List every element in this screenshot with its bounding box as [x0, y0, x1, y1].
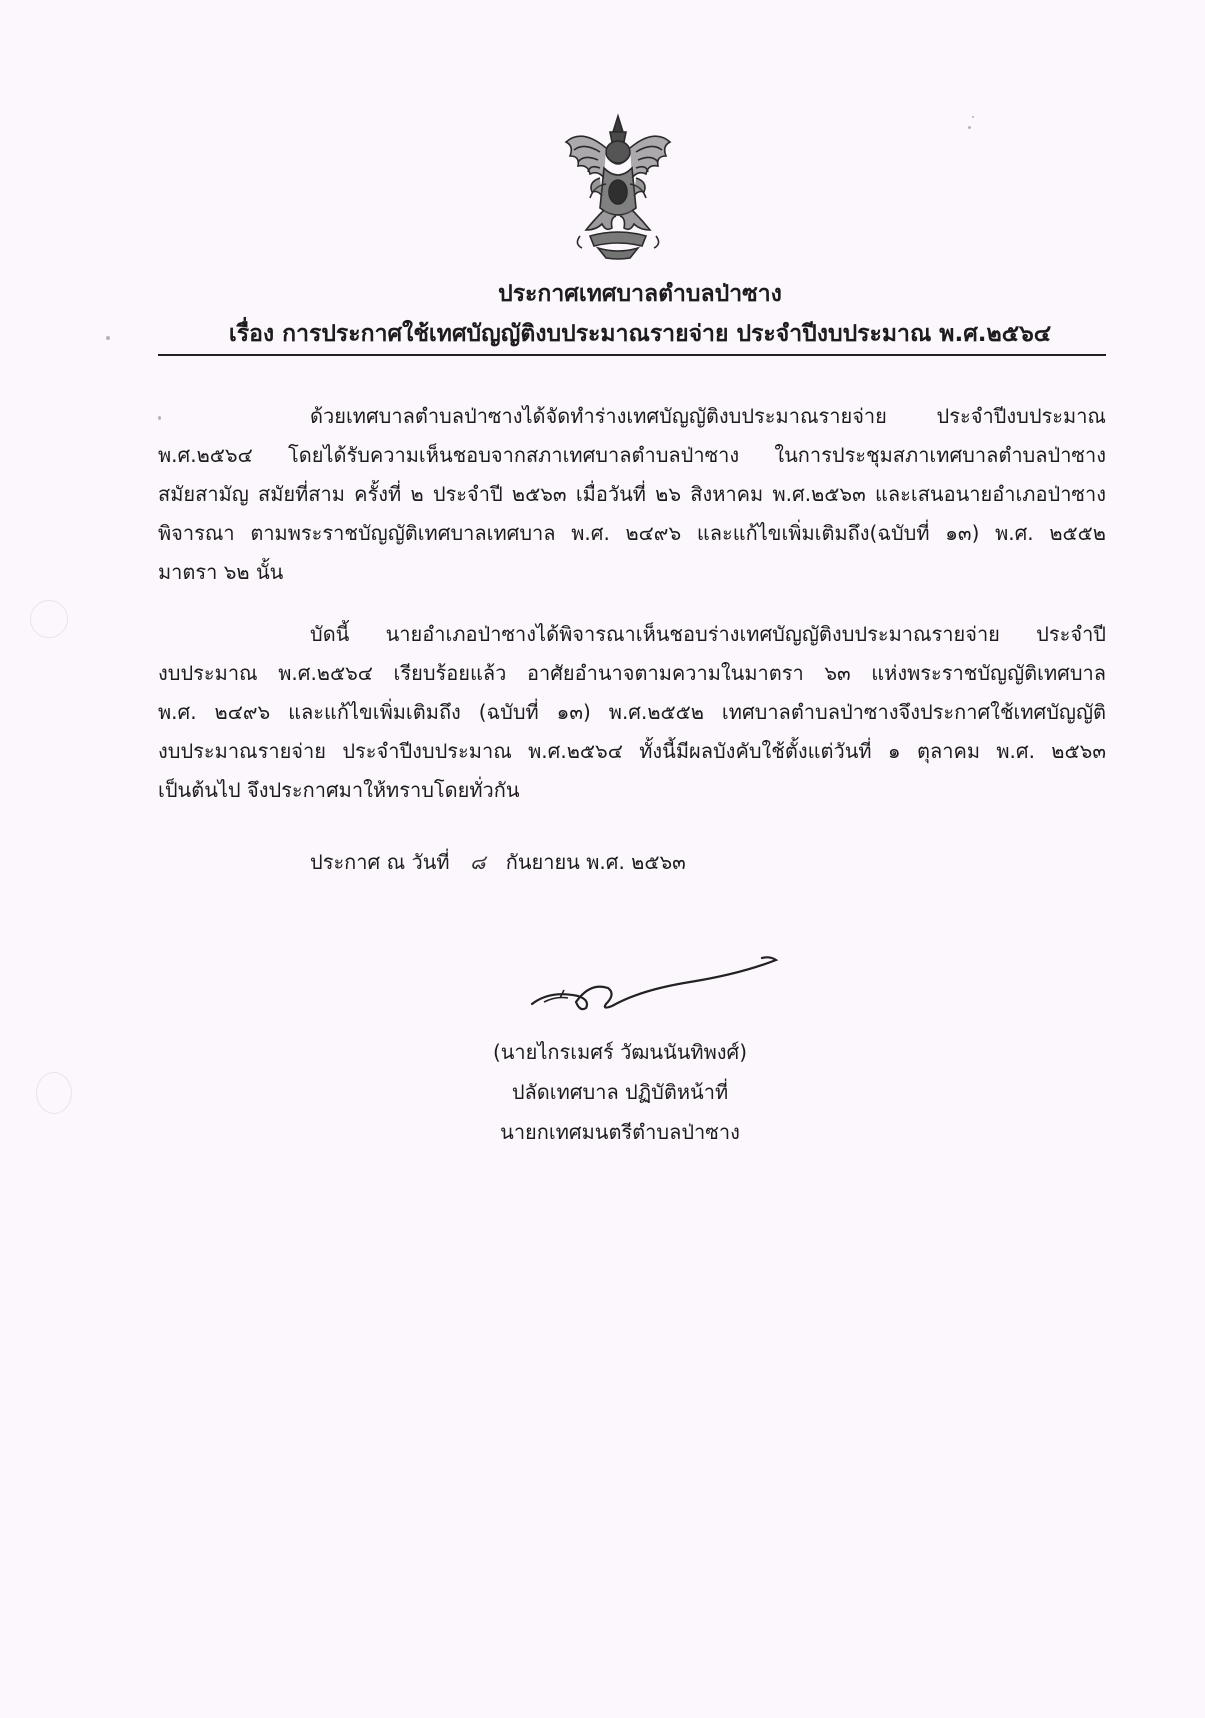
paragraph-1-line-1: ด้วยเทศบาลตำบลป่าซางได้จัดทำร่างเทศบัญญัติงบประมาณรายจ่าย ประจำปีงบประมาณ [310, 404, 1106, 428]
paragraph-1-line-5: มาตรา ๖๒ นั้น [158, 560, 284, 584]
scan-speck [968, 126, 971, 129]
announcement-title: ประกาศเทศบาลตำบลป่าซาง [498, 281, 782, 307]
paragraph-2-line-2: งบประมาณ พ.ศ.๒๕๖๔ เรียบร้อยแล้ว อาศัยอำนาจตามความในมาตรา ๖๓ แห่งพระราชบัญญัติเทศบาล [158, 661, 1106, 685]
handwritten-signature [520, 938, 780, 1018]
paragraph-1-line-2: พ.ศ.๒๕๖๔ โดยได้รับความเห็นชอบจากสภาเทศบาลตำบลป่าซาง ในการประชุมสภาเทศบาลตำบลป่าซาง [158, 443, 1106, 467]
scan-speck [158, 416, 161, 420]
scan-speck [972, 116, 974, 118]
paragraph-1-line-3: สมัยสามัญ สมัยที่สาม ครั้งที่ ๒ ประจำปี ๒๕๖๓ เมื่อวันที่ ๒๖ สิงหาคม พ.ศ.๒๕๖๓ และเสนอนายอำเภอป่าซาง [158, 482, 1106, 506]
signatory-name: (นายไกรเมศร์ วัฒนนันทิพงศ์) [492, 1040, 748, 1064]
scan-edge-mark [30, 600, 68, 638]
announcement-subject: เรื่อง การประกาศใช้เทศบัญญัติงบประมาณรายจ่าย ประจำปีงบประมาณ พ.ศ.๒๕๖๔ [228, 321, 1052, 347]
date-suffix: กันยายน พ.ศ. ๒๕๖๓ [505, 850, 686, 874]
date-day-handwritten: ๘ [469, 850, 486, 874]
announcement-date [310, 846, 686, 878]
signatory-position: ปลัดเทศบาล ปฏิบัติหน้าที่ [511, 1080, 729, 1104]
paragraph-2-line-5: เป็นต้นไป จึงประกาศมาให้ทราบโดยทั่วกัน [158, 778, 520, 802]
scan-edge-mark [36, 1072, 72, 1114]
signatory-role: นายกเทศมนตรีตำบลป่าซาง [500, 1120, 740, 1144]
paragraph-2-line-3: พ.ศ. ๒๔๙๖ และแก้ไขเพิ่มเติมถึง (ฉบับที่ ๑๓) พ.ศ.๒๕๕๒ เทศบาลตำบลป่าซางจึงประกาศใช้เทศบัญญัติ [158, 700, 1106, 724]
paragraph-1-line-4: พิจารณา ตามพระราชบัญญัติเทศบาลเทศบาล พ.ศ. ๒๔๙๖ และแก้ไขเพิ่มเติมถึง(ฉบับที่ ๑๓) พ.ศ. ๒๕๕๒ [158, 521, 1106, 545]
paragraph-2-line-1: บัดนี้ นายอำเภอป่าซางได้พิจารณาเห็นชอบร่างเทศบัญญัติงบประมาณรายจ่าย ประจำปี [310, 622, 1106, 646]
date-prefix: ประกาศ ณ วันที่ [310, 850, 450, 874]
scan-speck [106, 336, 110, 340]
paragraph-2-line-4: งบประมาณรายจ่าย ประจำปีงบประมาณ พ.ศ.๒๕๖๔ ทั้งนี้มีผลบังคับใช้ตั้งแต่วันที่ ๑ ตุลาคม พ.ศ. ๒๕๖๓ [158, 739, 1106, 763]
title-divider [158, 354, 1106, 356]
garuda-emblem-icon [560, 112, 676, 262]
